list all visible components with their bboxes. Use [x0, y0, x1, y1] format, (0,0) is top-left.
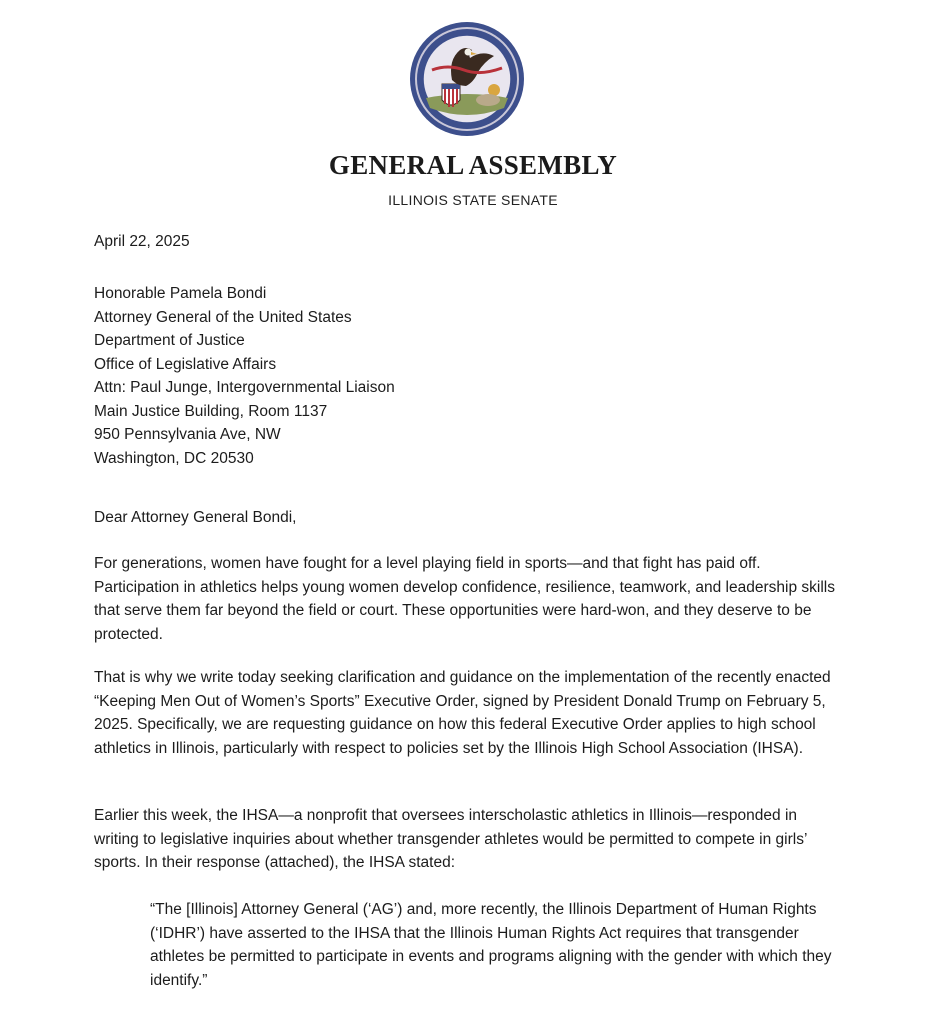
block-quote: “The [Illinois] Attorney General (‘AG’) and, more recently, the Illinois Department of Human Rights (‘IDHR’) have asserted to the IHSA that the Illinois Human Rights Act requires that transgender athletes be permitted to participate in events and programs aligning with the gender with which they identify.”: [150, 901, 832, 989]
body-paragraph-3: Earlier this week, the IHSA—a nonprofit that oversees interscholastic athletics in Illinois—responded in writing to legislative inquiries about whether transgender athletes would be permitted to compete in girls’ sports. In their response (attached), the IHSA stated:: [94, 807, 807, 871]
recipient-address-block: [94, 282, 395, 470]
recipient-line: Attn: Paul Junge, Intergovernmental Liaison: [94, 379, 395, 396]
body-paragraph-1: For generations, women have fought for a level playing field in sports—and that fight has paid off. Participation in athletics helps young women develop confidence, resilience, teamwork, and leadership skills that serve them far beyond the field or court. These opportunities were hard-won, and they deserve to be protected.: [94, 555, 835, 643]
body-paragraph-2: That is why we write today seeking clarification and guidance on the implementation of the recently enacted “Keeping Men Out of Women’s Sports” Executive Order, signed by President Donald Trump on February 5, 2025. Specifically, we are requesting guidance on how this federal Executive Order applies to high school athletics in Illinois, particularly with respect to policies set by the Illinois High School Association (IHSA).: [94, 669, 831, 757]
letterhead-subtitle: ILLINOIS STATE SENATE: [388, 192, 558, 208]
letterhead-title: GENERAL ASSEMBLY: [328, 150, 618, 180]
recipient-line: 950 Pennsylvania Ave, NW: [94, 426, 281, 443]
recipient-line: Main Justice Building, Room 1137: [94, 402, 328, 420]
recipient-line: Washington, DC 20530: [94, 449, 254, 467]
recipient-line: Department of Justice: [94, 332, 245, 349]
recipient-line: Attorney General of the United States: [94, 308, 352, 326]
illinois-state-seal-icon: [408, 20, 526, 138]
letter-date: April 22, 2025: [94, 233, 190, 250]
salutation: Dear Attorney General Bondi,: [94, 509, 297, 526]
recipient-line: Office of Legislative Affairs: [94, 355, 277, 373]
recipient-line: Honorable Pamela Bondi: [94, 285, 267, 302]
